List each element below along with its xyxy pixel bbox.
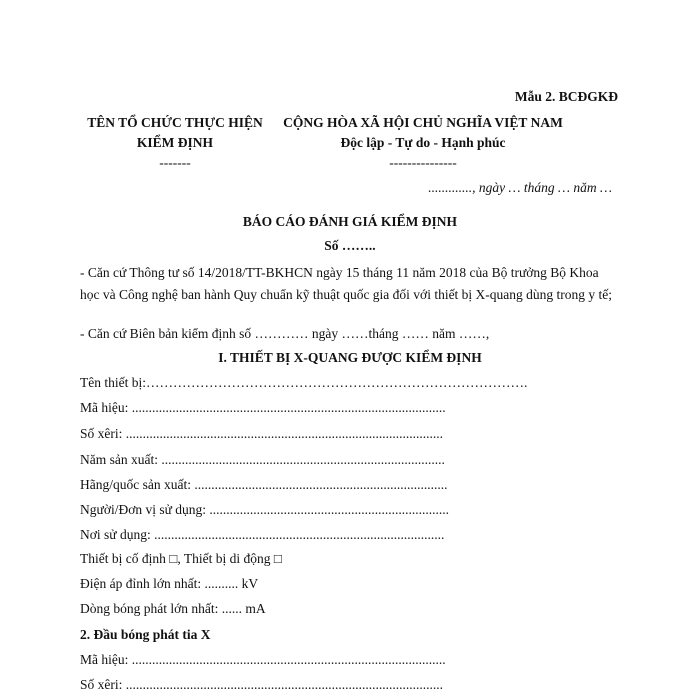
legal-basis-1: - Căn cứ Thông tư số 14/2018/TT-BKHCN ngày 15 tháng 11 năm 2018 của Bộ trưởng Bộ Khoa học và Công nghệ ban hành Quy chuẩn kỹ thuật quốc gia đối với thiết bị X-quang dùng trong y tế; [80,265,613,302]
legal-basis-2: - Căn cứ Biên bản kiểm định số ………… ngày ……tháng …… năm ……, [80,326,490,341]
field-device-name: Tên thiết bị:…………………………………………………………………………. [80,375,528,390]
national-motto [278,113,568,173]
form-code: Mẫu 2. BCĐGKĐ [514,89,618,104]
org-rule: ------- [159,155,191,170]
tube-field-serial: Số xêri: .............................................................................................. [80,677,443,692]
field-model: Mã hiệu: ............................................................................................. [80,400,446,415]
org-name-line1: TÊN TỔ CHỨC THỰC HIỆN [87,115,263,130]
tube-field-model: Mã hiệu: ............................................................................................. [80,652,446,667]
field-manufacture-year: Năm sản xuất: .................................................................................... [80,452,445,467]
field-serial: Số xêri: .............................................................................................. [80,426,443,441]
field-manufacturer: Hãng/quốc sản xuất: ........................................................................... [80,477,448,492]
org-name [80,113,270,173]
country-name: CỘNG HÒA XÃ HỘI CHỦ NGHĨA VIỆT NAM [283,115,563,130]
org-name-line2: KIỂM ĐỊNH [136,135,214,150]
date-line: ............., ngày … tháng … năm … [428,180,612,195]
section2-heading: 2. Đầu bóng phát tia X [80,627,211,642]
field-max-current: Dòng bóng phát lớn nhất: ...... mA [80,601,266,616]
field-device-type: Thiết bị cố định □, Thiết bị di động □ [80,551,283,566]
report-title: BÁO CÁO ĐÁNH GIÁ KIỂM ĐỊNH [242,214,458,229]
section1-heading: I. THIẾT BỊ X-QUANG ĐƯỢC KIỂM ĐỊNH [218,350,482,365]
report-number: Số …….. [324,238,376,253]
nation-rule: --------------- [389,155,457,170]
field-location: Nơi sử dụng: ...................................................................................... [80,527,445,542]
field-max-voltage: Điện áp đỉnh lớn nhất: .......... kV [80,576,259,591]
field-user: Người/Đơn vị sử dụng: ....................................................................... [80,502,450,517]
motto: Độc lập - Tự do - Hạnh phúc [340,135,506,150]
